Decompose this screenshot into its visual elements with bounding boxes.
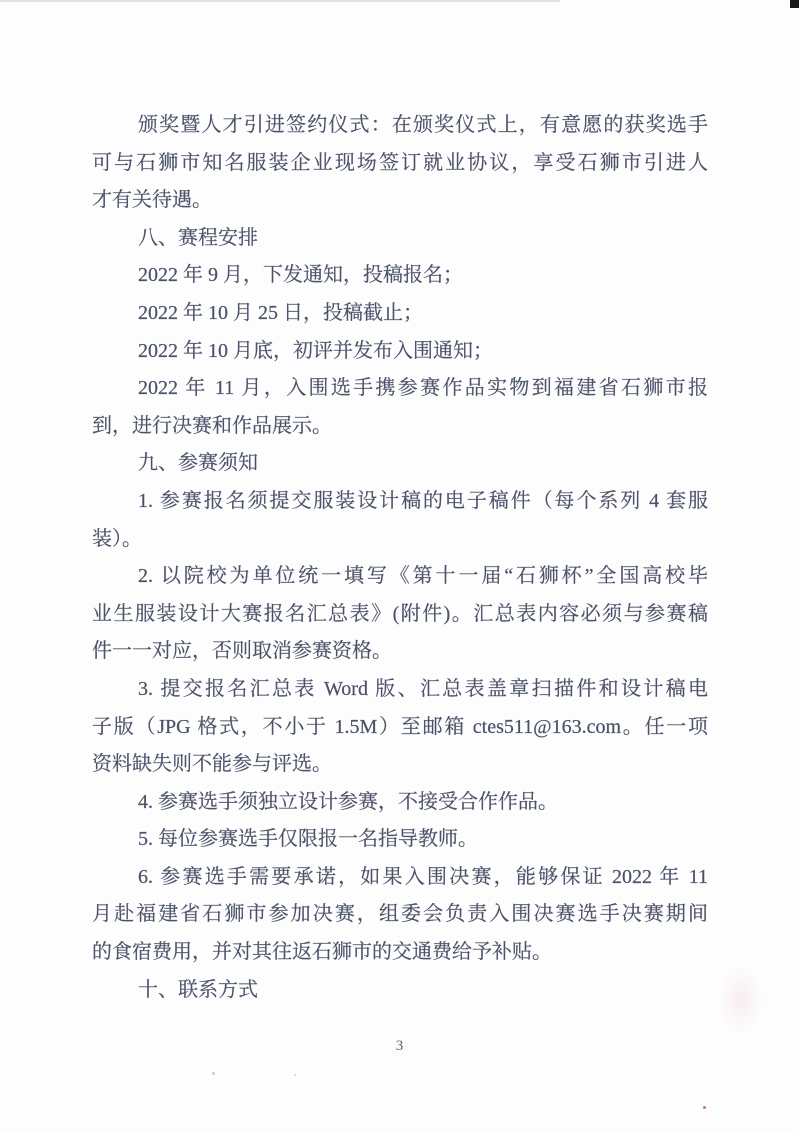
text-line: 颁奖暨人才引进签约仪式：在颁奖仪式上，有意愿的获奖选手 — [138, 114, 708, 136]
text-line: 装）。 — [92, 527, 142, 550]
scan-speck — [294, 1074, 296, 1076]
text-line: 4. 参赛选手须独立设计参赛，不接受合作作品。 — [138, 790, 558, 813]
text-line: 才有关待遇。 — [92, 189, 212, 212]
scan-top-edge-shadow — [0, 0, 560, 2]
page-number: 3 — [395, 1038, 404, 1054]
text-line: 2022 年 11 月，入围选手携参赛作品实物到福建省石狮市报 — [138, 377, 708, 400]
text-line: 1. 参赛报名须提交服装设计稿的电子稿件（每个系列 4 套服 — [138, 489, 708, 512]
text-line: 子版（JPG 格式，不小于 1.5M）至邮箱 ctes511@163.com。任一项 — [92, 715, 708, 738]
text-line: 6. 参赛选手需要承诺，如果入围决赛，能够保证 2022 年 11 — [138, 865, 708, 888]
scan-smudge — [718, 965, 764, 1035]
heading-schedule: 八、赛程安排 — [138, 226, 258, 249]
scan-speck — [212, 1072, 215, 1075]
document-body — [92, 107, 708, 1009]
text-line: 到，进行决赛和作品展示。 — [92, 414, 332, 437]
text-line: 月赴福建省石狮市参加决赛，组委会负责入围决赛选手决赛期间 — [92, 903, 708, 926]
text-line: 资料缺失则不能参与评选。 — [92, 753, 332, 776]
heading-entry-notes: 九、参赛须知 — [138, 452, 258, 475]
text-line: 3. 提交报名汇总表 Word 版、汇总表盖章扫描件和设计稿电 — [138, 677, 708, 700]
scan-speck — [703, 1106, 706, 1109]
text-line: 可与石狮市知名服装企业现场签订就业协议，享受石狮市引进人 — [92, 151, 708, 174]
scan-corner-mark — [790, 0, 799, 8]
text-line: 的食宿费用，并对其往返石狮市的交通费给予补贴。 — [92, 941, 552, 964]
text-line: 2. 以院校为单位统一填写《第十一届“石狮杯”全国高校毕 — [138, 565, 708, 588]
text-line: 5. 每位参赛选手仅限报一名指导教师。 — [138, 828, 478, 851]
text-line: 2022 年 10 月 25 日，投稿截止； — [138, 301, 423, 324]
heading-contact: 十、联系方式 — [138, 978, 258, 1001]
text-line: 业生服装设计大赛报名汇总表》(附件)。汇总表内容必须与参赛稿 — [92, 602, 708, 625]
text-line: 件一一对应，否则取消参赛资格。 — [92, 640, 392, 663]
text-line: 2022 年 9 月，下发通知，投稿报名； — [138, 264, 463, 287]
text-line: 2022 年 10 月底，初评并发布入围通知； — [138, 339, 493, 362]
